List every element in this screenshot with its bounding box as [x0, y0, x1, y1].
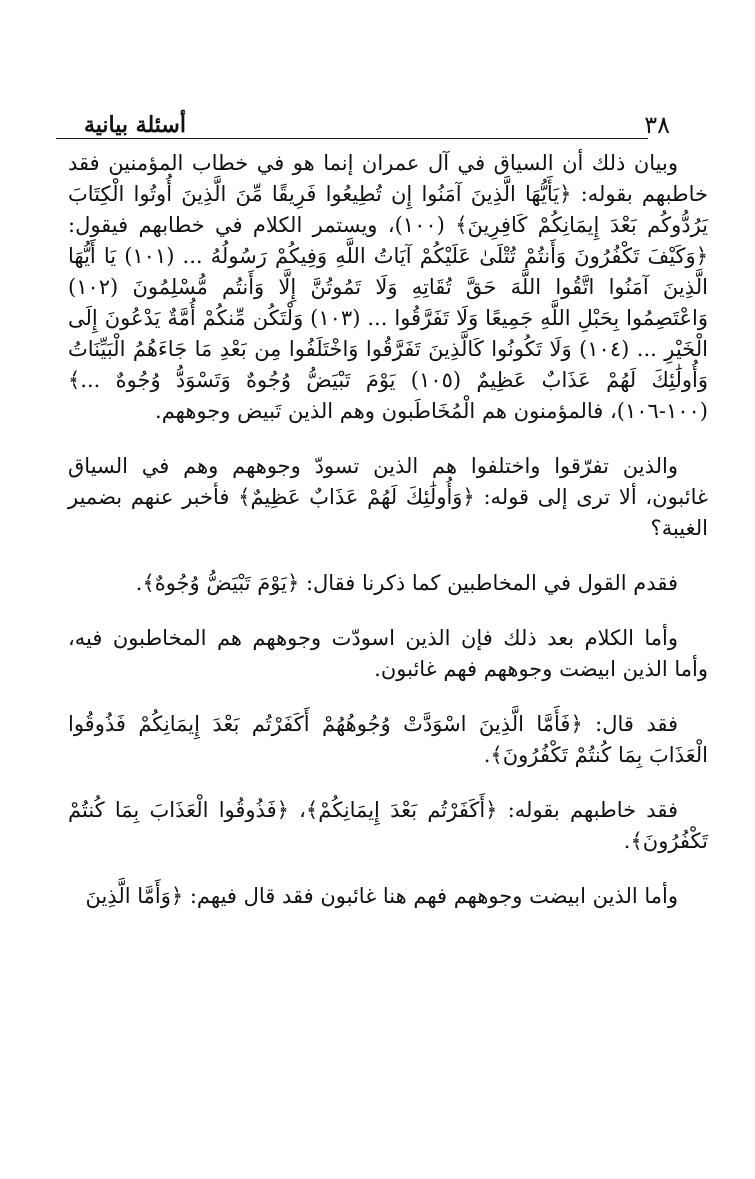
paragraph: وبيان ذلك أن السياق في آل عمران إنما هو في خطاب المؤمنين فقد خاطبهم بقوله: ﴿يَأَيُّهَا الَّذِينَ آمَنُوا إِن تُطِيعُوا فَرِيقًا مِّنَ الَّذِينَ أُوتُوا الْكِتَابَ يَرُدُّوكُم بَعْدَ إِيمَانِكُمْ كَافِرِينَ﴾ (١٠٠)، ويستمر الكلام في خطابهم فيقول: ﴿وَكَيْفَ تَكْفُرُونَ وَأَنتُمْ تُتْلَىٰ عَلَيْكُمْ آيَاتُ اللَّهِ وَفِيكُمْ رَسُولُهُ ... (١٠١) يَا أَيُّهَا الَّذِينَ آمَنُوا اتَّقُوا اللَّهَ حَقَّ تُقَاتِهِ وَلَا تَمُوتُنَّ إِلَّا وَأَنتُم مُّسْلِمُونَ (١٠٢) وَاعْتَصِمُوا بِحَبْلِ اللَّهِ جَمِيعًا وَلَا تَفَرَّقُوا ... (١٠٣) وَلْتَكُن مِّنكُمْ أُمَّةٌ يَدْعُونَ إِلَى الْخَيْرِ ... (١٠٤) وَلَا تَكُونُوا كَالَّذِينَ تَفَرَّقُوا وَاخْتَلَفُوا مِن بَعْدِ مَا جَاءَهُمُ الْبَيِّنَاتُ وَأُولَٰئِكَ لَهُمْ عَذَابٌ عَظِيمٌ (١٠٥) يَوْمَ تَبْيَضُّ وُجُوهٌ وَتَسْوَدُّ وُجُوهٌ ...﴾ (١٠٠-١٠٦)، فالمؤمنون هم الْمُخَاطَبون وهم الذين تَبيض وجوههم.	[68, 151, 709, 423]
paragraph: وأما الكلام بعد ذلك فإن الذين اسودّت وجوههم هم المخاطبون فيه، وأما الذين ابيضت وجوههم فهم غائبون.	[68, 626, 708, 681]
paragraph: فقد خاطبهم بقوله: ﴿أَكَفَرْتُم بَعْدَ إِيمَانِكُمْ﴾، ﴿فَذُوقُوا الْعَذَابَ بِمَا كُنتُمْ تَكْفُرُونَ﴾.	[68, 798, 708, 853]
page-number: ٣٨	[644, 111, 670, 139]
paragraph: والذين تفرّقوا واختلفوا هم الذين تسودّ وجوههم وهم في السياق غائبون، ألا ترى إلى قوله: ﴿وَأُولَٰئِكَ لَهُمْ عَذَابٌ عَظِيمٌ﴾ فأخبر عنهم بضمير الغيبة؟	[68, 454, 708, 540]
page-header	[56, 112, 708, 138]
paragraph: فقدم القول في المخاطبين كما ذكرنا فقال: ﴿يَوْمَ تَبْيَضُّ وُجُوهٌ﴾.	[135, 571, 678, 595]
paragraph: وأما الذين ابيضت وجوههم فهم هنا غائبون فقد قال فيهم: ﴿وَأَمَّا الَّذِينَ	[85, 884, 678, 908]
header-rule	[56, 138, 648, 139]
running-title: أسئلة بيانية	[84, 112, 186, 138]
body-text	[68, 148, 708, 912]
paragraph: فقد قال: ﴿فَأَمَّا الَّذِينَ اسْوَدَّتْ وُجُوهُهُمْ أَكَفَرْتُم بَعْدَ إِيمَانِكُمْ فَذُوقُوا الْعَذَابَ بِمَا كُنتُمْ تَكْفُرُونَ﴾.	[68, 712, 708, 767]
